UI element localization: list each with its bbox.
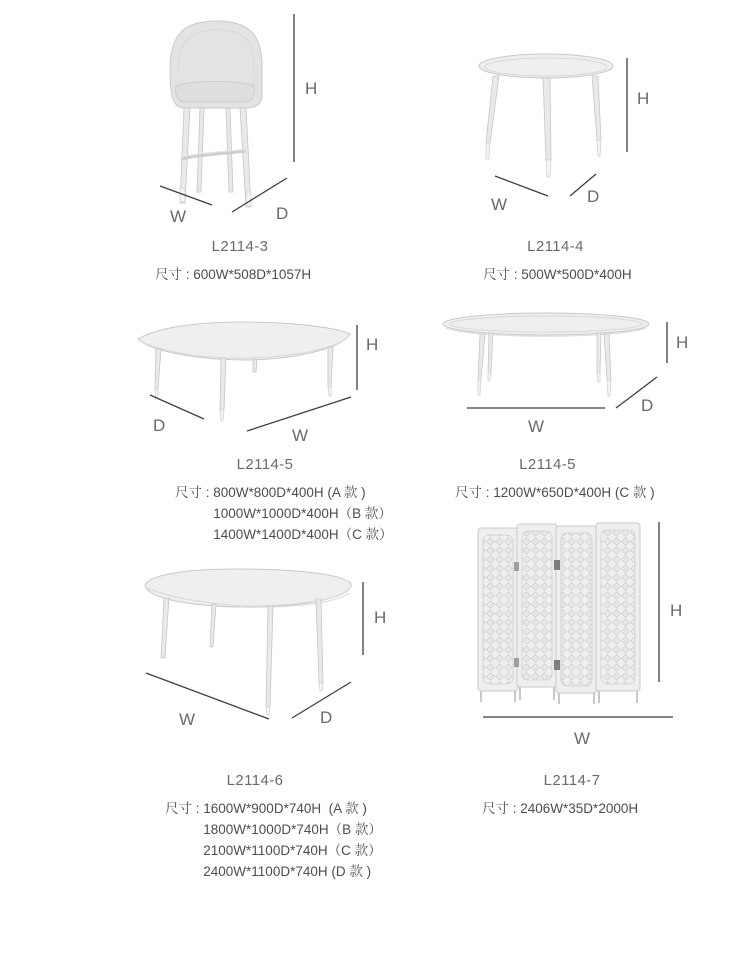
width-dim-label: W bbox=[292, 426, 309, 445]
size-label: 尺寸 : bbox=[455, 485, 494, 500]
product-info bbox=[155, 238, 325, 285]
product-code: L2114-5 bbox=[519, 456, 576, 473]
dimension-annotations bbox=[467, 322, 688, 436]
table-leg bbox=[161, 598, 169, 658]
dimension-annotations bbox=[491, 58, 649, 214]
table-leg bbox=[543, 78, 551, 160]
hinge bbox=[554, 560, 560, 570]
hinge bbox=[554, 660, 560, 670]
product-size bbox=[175, 482, 393, 545]
table-leg bbox=[478, 334, 485, 380]
size-label: 尺寸 : bbox=[175, 485, 214, 500]
oval-table-drawing bbox=[443, 313, 649, 396]
depth-dim-label: D bbox=[153, 416, 166, 435]
screen-drawing bbox=[478, 523, 640, 704]
table-foot bbox=[597, 372, 600, 382]
size-value: 2400W*1100D*740H (D 款 ) bbox=[203, 864, 372, 879]
table-foot bbox=[546, 160, 551, 177]
table-leg bbox=[592, 76, 601, 140]
table-leg bbox=[210, 604, 216, 647]
product-info bbox=[483, 238, 632, 285]
table-leg bbox=[328, 347, 333, 387]
product-info bbox=[165, 772, 382, 882]
height-dim-label: H bbox=[374, 608, 387, 627]
round-side-table-sketch bbox=[450, 40, 680, 215]
round-table-drawing bbox=[479, 54, 613, 177]
depth-dim-label: D bbox=[276, 204, 289, 223]
coffee-table-drawing bbox=[138, 322, 350, 421]
table-foot bbox=[220, 410, 224, 421]
table-top bbox=[138, 322, 350, 360]
size-value: 600W*508D*1057H bbox=[193, 267, 312, 282]
folding-screen-sketch bbox=[450, 510, 710, 765]
table-foot bbox=[597, 140, 601, 156]
stool-foot-tip bbox=[246, 192, 251, 206]
height-dim-label: H bbox=[637, 89, 650, 108]
table-foot bbox=[488, 372, 491, 381]
size-value: 2100W*1100D*740H（C 款） bbox=[203, 843, 382, 858]
product-size bbox=[165, 798, 382, 882]
width-dim-label: W bbox=[170, 207, 187, 226]
stool-leg bbox=[197, 108, 204, 192]
height-dim-label: H bbox=[676, 333, 689, 352]
product-code: L2114-5 bbox=[236, 456, 294, 473]
stool-leg bbox=[226, 108, 233, 192]
table-leg bbox=[316, 599, 323, 683]
size-value: 2406W*35D*2000H bbox=[520, 801, 639, 816]
product-info bbox=[482, 772, 662, 819]
width-dim-label: W bbox=[574, 729, 591, 748]
dining-table-drawing bbox=[145, 569, 351, 715]
width-dim-label: W bbox=[528, 417, 545, 436]
hinge bbox=[514, 658, 519, 667]
size-value: 1400W*1400D*400H（C 款） bbox=[213, 527, 393, 542]
product-code: L2114-6 bbox=[226, 772, 284, 789]
product-code: L2114-7 bbox=[543, 772, 601, 789]
screen-panel-lattice bbox=[522, 531, 552, 680]
depth-dim-label: D bbox=[641, 396, 654, 415]
stool-seat-cushion bbox=[175, 82, 254, 103]
table-leg bbox=[220, 358, 226, 410]
size-value: 1800W*1000D*740H（B 款） bbox=[203, 822, 382, 837]
size-value: 500W*500D*400H bbox=[521, 267, 632, 282]
size-value: 1200W*650D*400H (C 款 ) bbox=[493, 485, 655, 500]
height-dim-label: H bbox=[366, 335, 379, 354]
bar-stool-sketch bbox=[140, 8, 340, 230]
screen-panel-lattice bbox=[483, 535, 513, 684]
product-size bbox=[455, 482, 655, 503]
table-foot bbox=[607, 380, 611, 396]
size-label: 尺寸 : bbox=[165, 801, 204, 816]
product-size bbox=[482, 798, 662, 819]
size-value: 1600W*900D*740H (A 款 ) bbox=[203, 801, 367, 816]
table-foot bbox=[486, 143, 490, 159]
size-label: 尺寸 : bbox=[483, 267, 522, 282]
table-leg bbox=[597, 333, 601, 372]
table-foot bbox=[328, 387, 331, 396]
width-dim-label: W bbox=[179, 710, 196, 729]
table-leg bbox=[155, 349, 161, 389]
table-leg bbox=[253, 359, 257, 372]
depth-dim-label: D bbox=[320, 708, 333, 727]
product-info bbox=[455, 456, 655, 503]
table-leg bbox=[604, 334, 611, 380]
table-foot bbox=[266, 707, 270, 715]
size-value: 800W*800D*400H (A 款 ) bbox=[213, 485, 366, 500]
width-dim-label: W bbox=[491, 195, 508, 214]
product-code: L2114-4 bbox=[527, 238, 584, 255]
oval-dining-table-sketch bbox=[120, 555, 410, 750]
table-foot bbox=[155, 389, 158, 398]
table-foot bbox=[319, 683, 323, 691]
screen-panel-lattice bbox=[561, 533, 592, 686]
oval-coffee-table-sketch bbox=[430, 300, 700, 445]
product-size bbox=[483, 264, 632, 285]
table-leg bbox=[266, 606, 273, 707]
size-value: 1000W*1000D*400H（B 款） bbox=[213, 506, 392, 521]
width-dim-line bbox=[495, 176, 548, 196]
depth-dim-label: D bbox=[587, 187, 600, 206]
size-label: 尺寸 : bbox=[482, 801, 521, 816]
bar-stool-drawing bbox=[170, 21, 262, 207]
table-leg bbox=[486, 76, 499, 143]
height-dim-label: H bbox=[305, 79, 318, 98]
product-info bbox=[175, 456, 393, 545]
width-dim-line bbox=[146, 673, 269, 719]
square-coffee-table-sketch bbox=[120, 300, 390, 445]
table-leg bbox=[488, 333, 493, 372]
product-size bbox=[155, 264, 325, 285]
table-foot bbox=[478, 380, 481, 395]
screen-panel-lattice bbox=[601, 530, 635, 684]
size-label: 尺寸 : bbox=[155, 267, 194, 282]
product-code: L2114-3 bbox=[211, 238, 269, 255]
hinge bbox=[514, 562, 519, 571]
height-dim-label: H bbox=[670, 601, 683, 620]
